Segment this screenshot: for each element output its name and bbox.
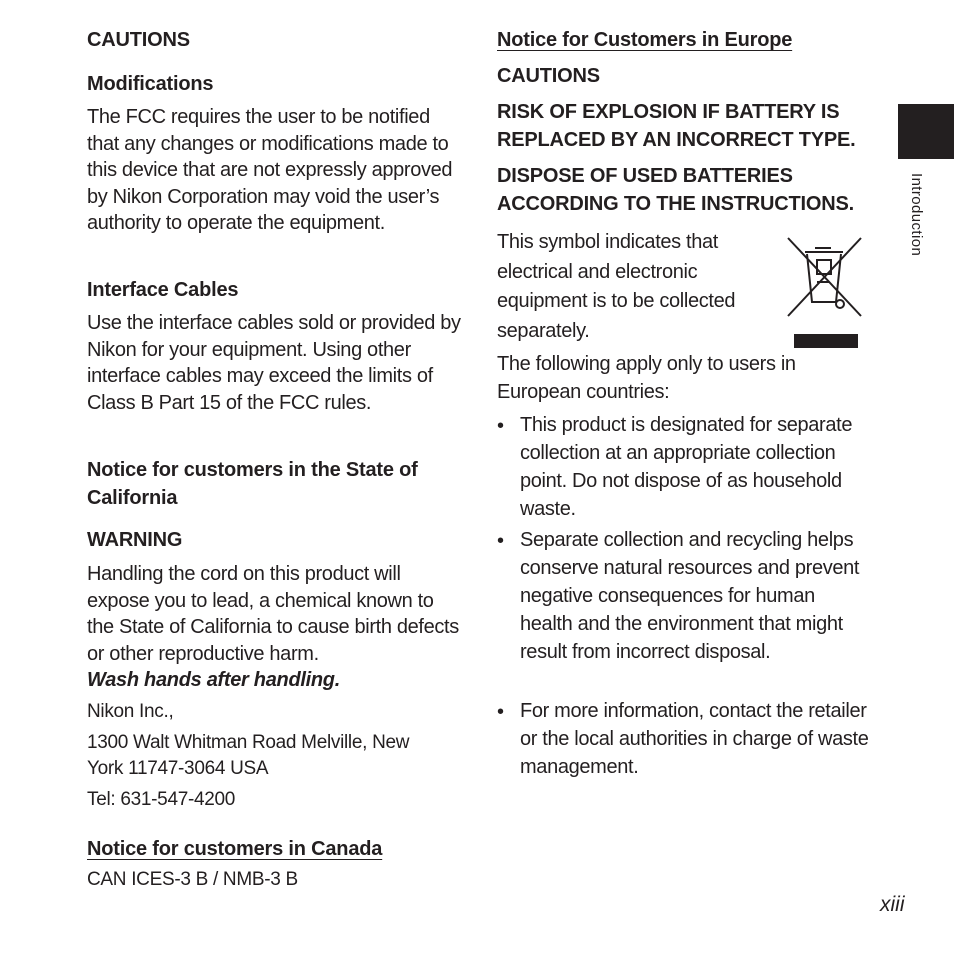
warning-text: Handling the cord on this product will expose you to lead, a chemical known to the State of California to cause birth defects or other reproductive harm. (87, 563, 459, 665)
bullet-marker: • (497, 530, 505, 552)
battery-dispose-text: DISPOSE OF USED BATTERIES ACCORDING TO THE INSTRUCTIONS. (497, 165, 854, 215)
company-name: Nikon Inc., (87, 701, 174, 722)
bullet-marker: • (497, 701, 505, 723)
interface-cables-heading: Interface Cables (87, 279, 239, 301)
europe-cautions-heading: CAUTIONS (497, 65, 600, 87)
list-item: For more information, contact the retailer or the local authorities in charge of waste management. (520, 700, 869, 778)
modifications-heading: Modifications (87, 73, 214, 95)
canada-text: CAN ICES-3 B / NMB-3 B (87, 869, 298, 890)
list-item: Separate collection and recycling helps conserve natural resources and prevent negative consequences for human health and the environment that might result from incorrect disposal. (520, 529, 860, 663)
interface-cables-text: Use the interface cables sold or provided by Nikon for your equipment. Using other interface cables may exceed the limits of Class B Part 15 of the FCC rules. (87, 312, 461, 414)
california-heading: Notice for customers in the State of California (87, 459, 418, 509)
symbol-text: This symbol indicates that electrical and electronic equipment is to be collected separately. (497, 231, 736, 342)
section-label: Introduction (908, 173, 925, 257)
europe-heading: Notice for Customers in Europe (497, 29, 793, 51)
canada-heading: Notice for customers in Canada (87, 838, 383, 860)
warning-heading: WARNING (87, 529, 183, 551)
section-tab (898, 104, 954, 159)
following-text: The following apply only to users in European countries: (497, 353, 796, 403)
wash-hands-text: Wash hands after handling. (87, 669, 340, 691)
modifications-text: The FCC requires the user to be notified that any changes or modifications made to this device that are not expressly approved by Nikon Corporation may void the user’s authority to operate the equipment. (87, 106, 453, 234)
battery-risk-text: RISK OF EXPLOSION IF BATTERY IS REPLACED BY AN INCORRECT TYPE. (497, 101, 856, 151)
cautions-heading: CAUTIONS (87, 29, 190, 51)
bullet-marker: • (497, 415, 505, 437)
weee-icon (785, 234, 865, 355)
company-address: 1300 Walt Whitman Road Melville, New York 11747-3064 USA (87, 732, 410, 779)
company-tel: Tel: 631-547-4200 (87, 789, 236, 810)
list-item: This product is designated for separate collection at an appropriate collection point. Do not dispose of as household waste. (520, 414, 853, 520)
page-number: xiii (880, 893, 905, 916)
